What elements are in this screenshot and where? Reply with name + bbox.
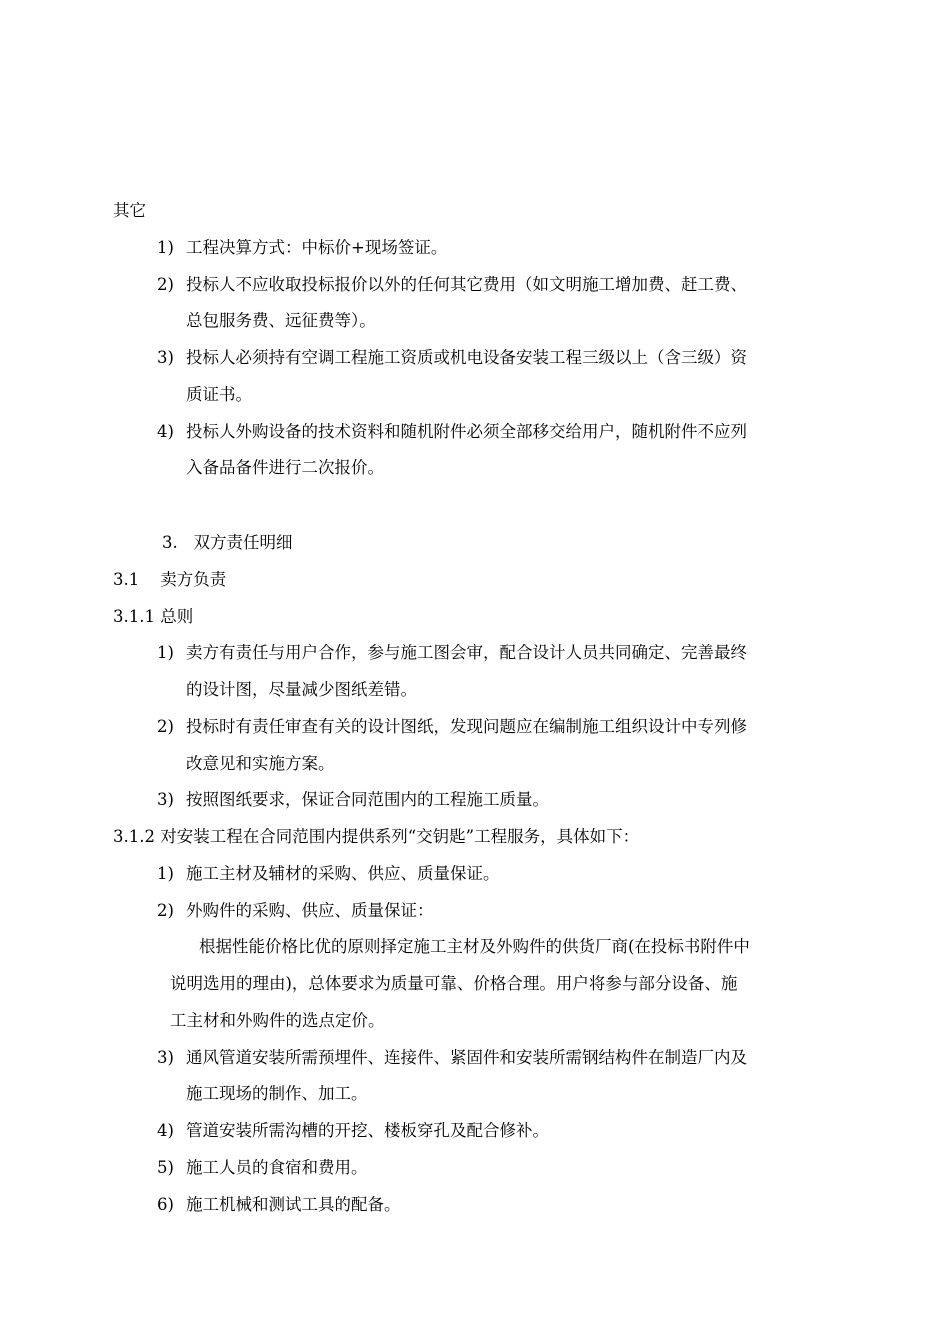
list-item-number: 1) xyxy=(157,643,174,662)
list-item-number: 3) xyxy=(157,790,174,809)
section-heading-3: 3. 双方责任明细 xyxy=(162,533,293,552)
subsection-heading-3-1: 3.1 卖方负责 xyxy=(113,570,227,589)
list-item-text: 卖方有责任与用户合作，参与施工图会审，配合设计人员共同确定、完善最终 xyxy=(186,643,747,662)
list-item-text: 管道安装所需沟槽的开挖、楼板穿孔及配合修补。 xyxy=(186,1121,549,1140)
list-item-text: 按照图纸要求，保证合同范围内的工程施工质量。 xyxy=(186,790,549,809)
list-item-text: 改意见和实施方案。 xyxy=(186,754,335,773)
list-item-text: 工程决算方式：中标价+现场签证。 xyxy=(186,238,448,257)
paragraph-line: 根据性能价格比优的原则择定施工主材及外购件的供货厂商(在投标书附件中 xyxy=(199,937,750,956)
paragraph-line: 工主材和外购件的选点定价。 xyxy=(170,1011,385,1030)
list-item-text: 投标人不应收取投标报价以外的任何其它费用（如文明施工增加费、赶工费、 xyxy=(186,275,747,294)
list-item-number: 2) xyxy=(157,717,174,736)
list-item-number: 1) xyxy=(157,238,174,257)
list-item-text: 总包服务费、远征费等）。 xyxy=(186,311,376,330)
list-item-text: 质证书。 xyxy=(186,385,252,404)
list-item-number: 4) xyxy=(157,1121,174,1140)
subsection-heading-3-1-2: 3.1.2 对安装工程在合同范围内提供系列“交钥匙”工程服务，具体如下： xyxy=(113,827,640,846)
list-item-text: 入备品备件进行二次报价。 xyxy=(186,458,384,477)
list-item-number: 1) xyxy=(157,864,174,883)
list-item-number: 3) xyxy=(157,348,174,367)
list-item-number: 3) xyxy=(157,1048,174,1067)
list-item-text: 施工人员的食宿和费用。 xyxy=(186,1158,368,1177)
list-item-text: 通风管道安装所需预埋件、连接件、紧固件和安装所需钢结构件在制造厂内及 xyxy=(186,1048,747,1067)
list-item-text: 投标时有责任审查有关的设计图纸，发现问题应在编制施工组织设计中专列修 xyxy=(186,717,747,736)
list-item-number: 4) xyxy=(157,422,174,441)
list-item-number: 6) xyxy=(157,1195,174,1214)
list-item-number: 5) xyxy=(157,1158,174,1177)
list-item-text: 投标人外购设备的技术资料和随机附件必须全部移交给用户，随机附件不应列 xyxy=(186,422,747,441)
subsection-heading-3-1-1: 3.1.1 总则 xyxy=(113,607,194,626)
section-heading-other: 其它 xyxy=(113,201,146,220)
list-item-text: 施工主材及辅材的采购、供应、质量保证。 xyxy=(186,864,500,883)
list-item-text: 的设计图，尽量减少图纸差错。 xyxy=(186,680,417,699)
paragraph-line: 说明选用的理由)，总体要求为质量可靠、价格合理。用户将参与部分设备、施 xyxy=(170,974,738,993)
list-item-text: 施工现场的制作、加工。 xyxy=(186,1084,368,1103)
list-item-text: 投标人必须持有空调工程施工资质或机电设备安装工程三级以上（含三级）资 xyxy=(186,348,747,367)
list-item-text: 施工机械和测试工具的配备。 xyxy=(186,1195,401,1214)
list-item-text: 外购件的采购、供应、质量保证： xyxy=(186,901,434,920)
list-item-number: 2) xyxy=(157,275,174,294)
list-item-number: 2) xyxy=(157,901,174,920)
